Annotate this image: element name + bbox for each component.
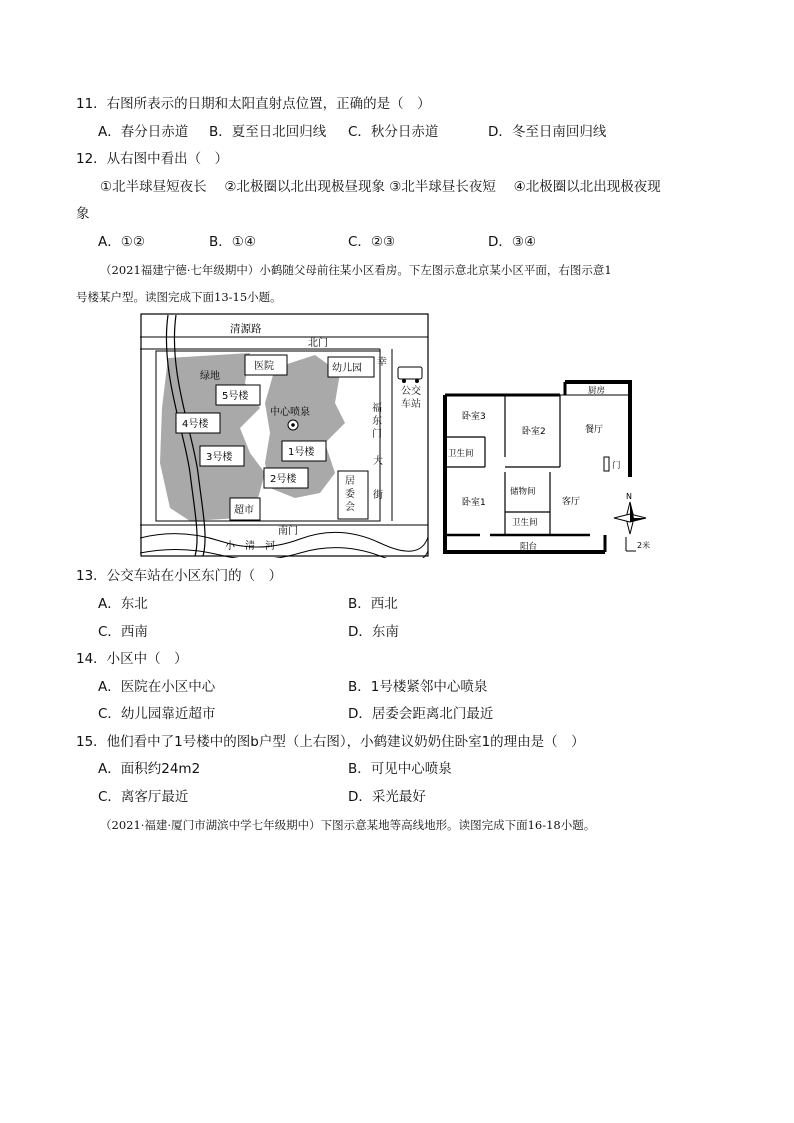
q15-option-c: C．离客厅最近 (98, 789, 189, 805)
q14-option-d: D．居委会距离北门最近 (348, 706, 494, 722)
q12-stem: 12．从右图中看出（ ） (76, 151, 229, 167)
east-gate-label: 福东门 (372, 403, 382, 440)
q11-option-a: A．春分日赤道 (98, 124, 189, 140)
bedroom-1-label: 卧室1 (462, 498, 486, 508)
building-3-label: 3号楼 (206, 452, 233, 463)
scale-bar (626, 537, 636, 551)
bathroom-left-label: 卫生间 (448, 449, 474, 459)
green-label-text: 绿地 (200, 371, 220, 382)
xing-label: 幸 (377, 357, 387, 368)
dining-label: 餐厅 (585, 425, 604, 435)
fountain-label: 中心喷泉 (270, 407, 310, 418)
supermarket-label: 超市 (234, 505, 254, 516)
north-gate-label: 北门 (308, 338, 328, 349)
q12-option-d: D．③④ (488, 234, 537, 250)
q14-option-b: B．1号楼紧邻中心喷泉 (348, 679, 488, 695)
storage-label: 储物间 (510, 487, 536, 497)
q14-option-a: A．医院在小区中心 (98, 679, 216, 695)
kitchen-label: 厨房 (588, 386, 606, 396)
q14-option-c: C．幼儿园靠近超市 (98, 706, 216, 722)
bus-icon (398, 367, 422, 379)
q12-statements-line2: 象 (76, 206, 90, 222)
committee-label: 居委会 (345, 476, 355, 513)
building-2-label: 2号楼 (270, 474, 297, 485)
compass-icon (614, 502, 646, 534)
river-label: 小 清 河 (225, 541, 275, 552)
q13-option-a: A．东北 (98, 596, 148, 612)
q15-option-d: D．采光最好 (348, 789, 426, 805)
q11-option-b: B．夏至日北回归线 (209, 124, 327, 140)
q12-option-b: B．①④ (209, 234, 256, 250)
q13-stem: 13．公交车站在小区东门的（ ） (76, 568, 283, 584)
north-label: N (626, 492, 632, 501)
q15-stem: 15．他们看中了1号楼中的图b户型（上右图），小鹤建议奶奶住卧室1的理由是（ ） (76, 734, 585, 750)
q12-option-c: C．②③ (348, 234, 396, 250)
source-note-1-line1: （2021福建宁德·七年级期中）小鹤随父母前往某小区看房。下左图示意北京某小区平面，右图示意1 (100, 263, 612, 277)
green-label (200, 369, 220, 382)
q15-option-a: A．面积约24m2 (98, 761, 201, 777)
q11-stem: 11．右图所表示的日期和太阳直射点位置，正确的是（ ） (76, 96, 431, 112)
living-room-label: 客厅 (562, 497, 581, 507)
q11-option-c: C．秋分日赤道 (348, 124, 439, 140)
building-1-label: 1号楼 (288, 447, 315, 458)
bus-stop-label: 公交车站 (401, 386, 421, 410)
door-label: 门 (612, 461, 621, 471)
source-note-1-line2: 号楼某户型。读图完成下面13-15小题。 (76, 290, 282, 304)
bedroom-2-label: 卧室2 (522, 427, 546, 437)
road-top-label: 清源路 (230, 323, 262, 335)
q13-option-d: D．东南 (348, 624, 399, 640)
q11-option-d: D．冬至日南回归线 (488, 124, 607, 140)
kindergarten-label: 幼儿园 (332, 363, 362, 374)
scale-label: 2米 (637, 541, 651, 550)
q14-stem: 14．小区中（ ） (76, 651, 188, 667)
hospital-label: 医院 (254, 361, 274, 372)
q15-option-b: B．可见中心喷泉 (348, 761, 452, 777)
street-label: 大街 (373, 456, 383, 501)
building-4-label: 4号楼 (182, 419, 209, 430)
floor-plan (440, 377, 660, 555)
q13-option-c: C．西南 (98, 624, 148, 640)
q12-option-a: A．①② (98, 234, 145, 250)
q12-statements-line1: ①北半球昼短夜长 ②北极圈以北出现极昼现象 ③北半球昼长夜短 ④北极圈以北出现极夜现 (100, 179, 661, 195)
q13-option-b: B．西北 (348, 596, 398, 612)
source-note-2: （2021·福建·厦门市湖滨中学七年级期中）下图示意某地等高线地形。读图完成下面16-18小题。 (100, 818, 596, 832)
building-5-label: 5号楼 (222, 391, 249, 402)
door-icon (604, 457, 609, 471)
bathroom-bottom-label: 卫生间 (512, 518, 538, 528)
bedroom-3-label: 卧室3 (462, 412, 486, 422)
balcony-label: 阳台 (520, 542, 538, 552)
community-map (140, 313, 430, 558)
south-gate-label: 南门 (278, 526, 298, 537)
